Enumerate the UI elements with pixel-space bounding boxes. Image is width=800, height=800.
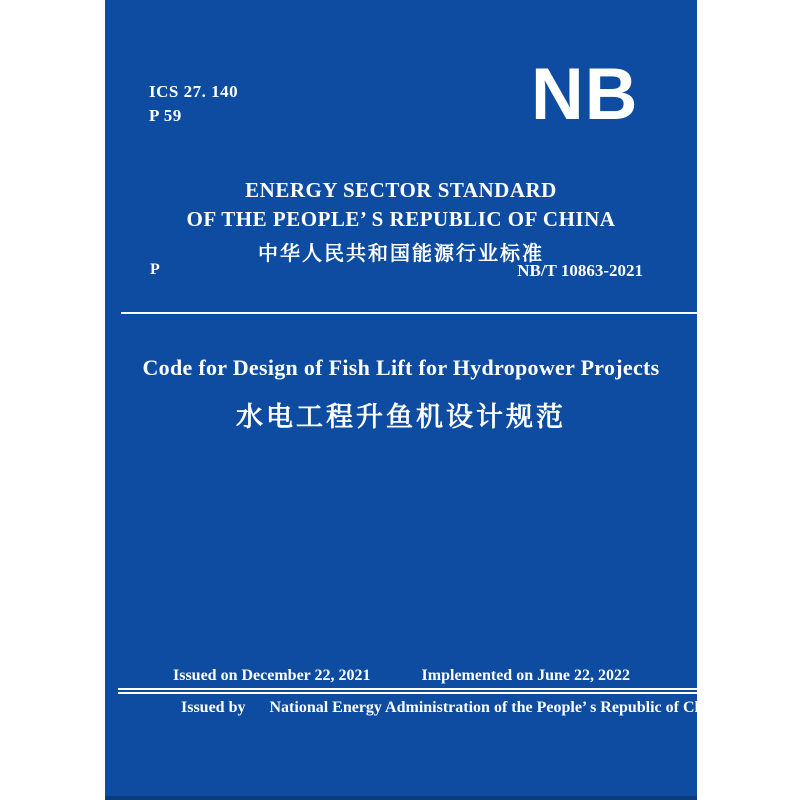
title-chinese: 水电工程升鱼机设计规范 — [236, 402, 566, 432]
horizontal-rule — [121, 312, 697, 314]
dates-row — [105, 667, 697, 687]
standard-number: NB/T 10863-2021 — [517, 261, 643, 280]
issued-by-row — [181, 699, 725, 717]
china-class-code: P 59 — [149, 106, 182, 125]
ics-classification-block — [149, 80, 238, 128]
doc-class-letter: P — [150, 261, 160, 278]
issued-date: Issued on December 22, 2021 — [173, 667, 371, 684]
ics-code: ICS 27. 140 — [149, 82, 239, 101]
issued-by-label: Issued by — [181, 699, 246, 716]
title-english: Code for Design of Fish Lift for Hydropower Projects — [142, 355, 660, 380]
org-name-english-line2: OF THE PEOPLE’ S REPUBLIC OF CHINA — [186, 207, 616, 231]
org-name-chinese: 中华人民共和国能源行业标准 — [258, 243, 544, 265]
double-horizontal-rule — [118, 688, 697, 694]
org-name-english — [105, 176, 697, 234]
standard-number-row — [105, 261, 697, 281]
issuing-org-block — [105, 176, 697, 266]
issued-by-value: National Energy Administration of the People’ s Republic of China — [269, 699, 725, 716]
org-name-english-line1: ENERGY SECTOR STANDARD — [245, 178, 557, 202]
title-block — [105, 355, 697, 434]
implemented-date: Implemented on June 22, 2022 — [421, 667, 630, 684]
standard-cover — [105, 0, 725, 800]
nb-logo: NB — [531, 54, 639, 135]
